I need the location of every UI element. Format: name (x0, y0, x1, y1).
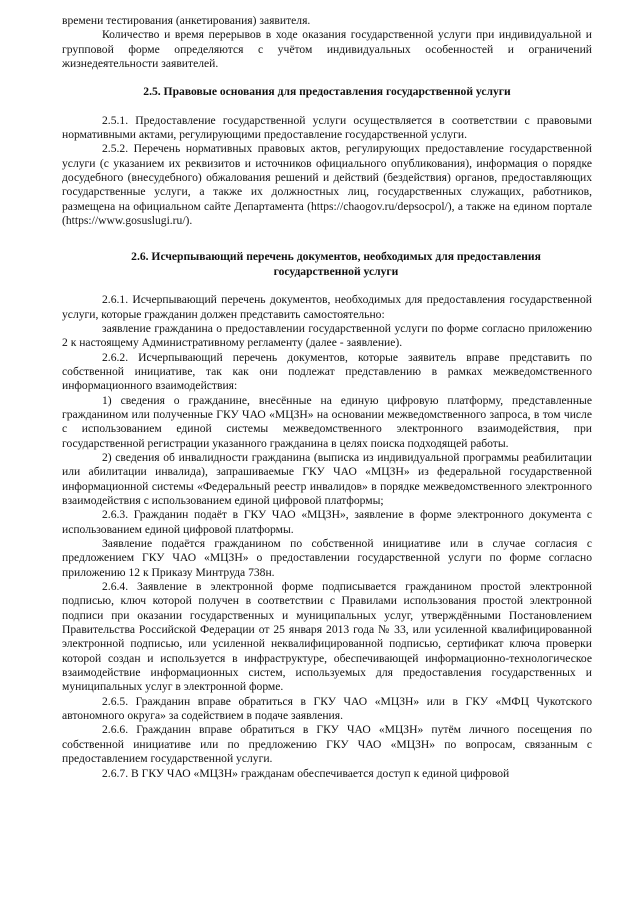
paragraph-2-5-2: 2.5.2. Перечень нормативных правовых актов, регулирующих предоставление государственной услуги (с указанием их реквизитов и источников официального опубликования), информация о порядке досудебного (внесудебного) обжалования решений и действий (бездействия) органов, предоставляющих государственные услуги, а также их должностных лиц, государственных служащих, работников, размещена на официальном сайте Департамента (https://chaogov.ru/depsocpol/), а также на едином портале (https://www.gosuslugi.ru/). (62, 142, 592, 228)
paragraph-2-6-1: 2.6.1. Исчерпывающий перечень документов, необходимых для предоставления государственной услуги, которые гражданин должен представить самостоятельно: (62, 293, 592, 321)
list-item-1: 1) сведения о гражданине, внесённые на единую цифровую платформу, представленные гражданином или полученные ГКУ ЧАО «МЦЗН» на основании межведомственного запроса, в том числе с использованием единой системы межведомственного электронного взаимодействия, при государственной регистрации указанного гражданина в целях поиска подходящей работы. (62, 393, 592, 450)
section-2-5-heading: 2.5. Правовые основания для предоставления государственной услуги (143, 85, 511, 99)
section-2-6-heading: 2.6. Исчерпывающий перечень документов, необходимых для предоставления государственной услуги (131, 250, 541, 278)
paragraph-2-6-5: 2.6.5. Гражданин вправе обратиться в ГКУ ЧАО «МЦЗН» или в ГКУ «МФЦ Чукотского автономного округа» за содействием в подаче заявления. (62, 694, 592, 723)
paragraph-continuation: времени тестирования (анкетирования) заявителя. (62, 14, 311, 27)
paragraph-2-5-1: 2.5.1. Предоставление государственной услуги осуществляется в соответствии с правовыми нормативными актами, регулирующими предоставление государственной услуги. (62, 113, 592, 142)
paragraph-submission: Заявление подаётся гражданином по собственной инициативе или в случае согласия с предложением ГКУ ЧАО «МЦЗН» о предоставлении государственной услуги по форме согласно приложению 12 к Приказу Минтруда 738н. (62, 537, 592, 579)
paragraph-2-6-4: 2.6.4. Заявление в электронной форме подписывается гражданином простой электронной подписью, ключ которой получен в соответствии с Правилами использования простой электронной подписи при оказании государственных и муниципальных услуг, утверждёнными Постановлением Правительства Российской Федерации от 25 января 2013 года № 33, или усиленной квалифицированной электронной подписью, или усиленной неквалифицированной подписью, сертификат ключа проверки которой создан и используется в инфраструктуре, обеспечивающей информационно-технологическое взаимодействие информационных систем, используемых для предоставления государственных и муниципальных услуг в электронной форме. (62, 580, 592, 694)
paragraph-application: заявление гражданина о предоставлении государственной услуги по форме согласно приложению 2 к настоящему Административному регламенту (далее - заявление). (62, 321, 592, 350)
paragraph-2-6-6: 2.6.6. Гражданин вправе обратиться в ГКУ ЧАО «МЦЗН» путём личного посещения по собственной инициативе или по предложению ГКУ ЧАО «МЦЗН» по вопросам, связанным с предоставлением государственной услуги. (62, 723, 592, 766)
list-item-2: 2) сведения об инвалидности гражданина (выписка из индивидуальной программы реабилитации или абилитации инвалида), запрашиваемые ГКУ ЧАО «МЦЗН» из федеральной государственной информационной системы «Федеральный реестр инвалидов» в порядке межведомственного электронного взаимодействия с использованием единой цифровой платформы; (62, 450, 592, 507)
paragraph-2-6-7: 2.6.7. В ГКУ ЧАО «МЦЗН» гражданам обеспечивается доступ к единой цифровой (102, 766, 510, 780)
paragraph-2-6-3: 2.6.3. Гражданин подаёт в ГКУ ЧАО «МЦЗН», заявление в форме электронного документа с использованием единой цифровой платформы. (62, 508, 592, 536)
paragraph-breaks: Количество и время перерывов в ходе оказания государственной услуги при индивидуальной и групповой форме определяются с учётом индивидуальных особенностей и ограничений жизнедеятельности заявителей. (62, 28, 592, 71)
paragraph-2-6-2: 2.6.2. Исчерпывающий перечень документов, которые заявитель вправе представить по собственной инициативе, так как они подлежат представлению в рамках межведомственного информационного взаимодействия: (62, 350, 592, 393)
